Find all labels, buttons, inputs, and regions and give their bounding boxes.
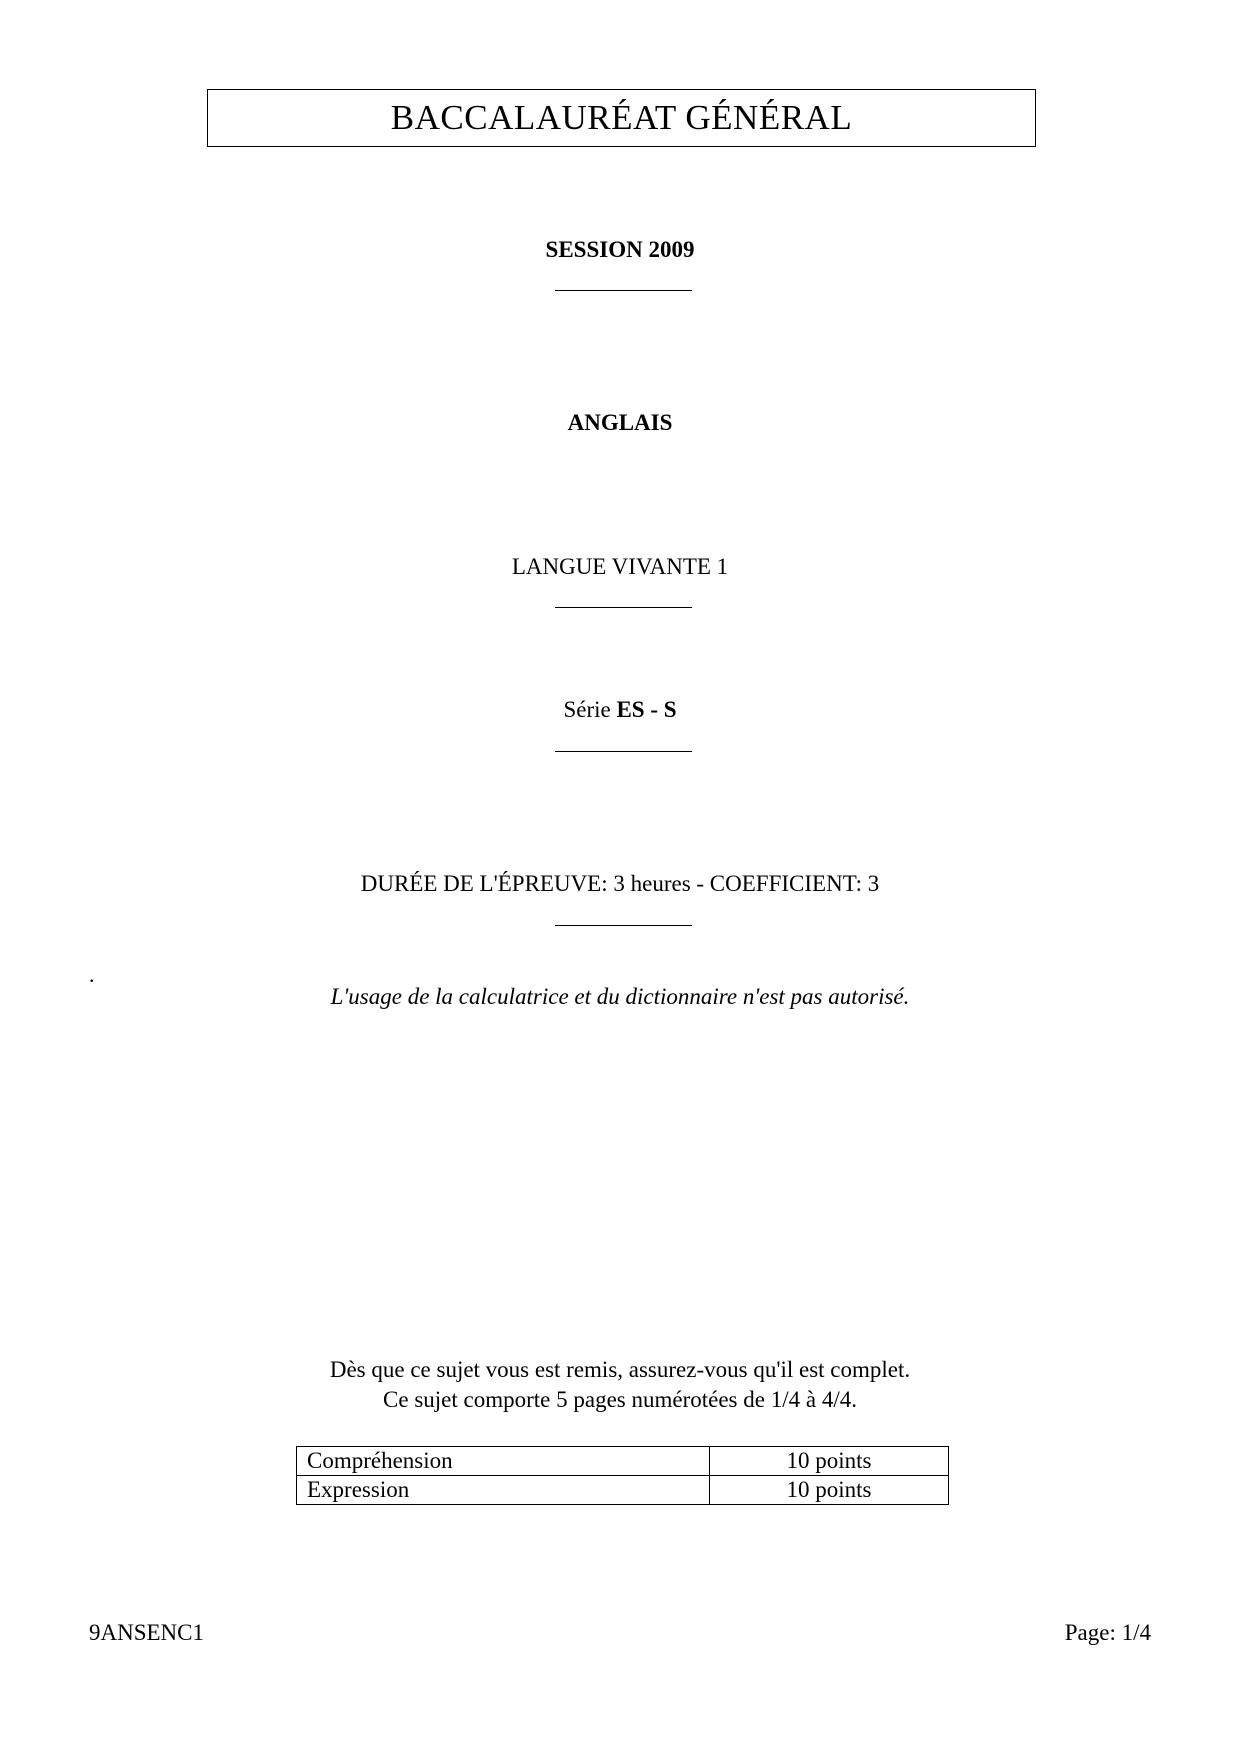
langue-label: LANGUE VIVANTE 1 [511,554,729,579]
serie-label [0,697,1240,723]
notice-line-2: Ce sujet comporte 5 pages numérotées de 1/4 à 4/4. [383,1387,857,1412]
footer-code: 9ANSENC1 [89,1620,205,1645]
session-label: SESSION 2009 [545,237,695,262]
table-row [297,1447,949,1476]
points-cell: 10 points [710,1476,949,1505]
duration-coefficient: DURÉE DE L'ÉPREUVE: 3 heures - COEFFICIENT: 3 [360,871,880,896]
stray-mark: . [89,962,95,987]
divider-rule [555,925,692,926]
notice-line-1: Dès que ce sujet vous est remis, assurez-vous qu'il est complet. [329,1357,911,1382]
points-table [296,1446,949,1505]
divider-rule [555,607,692,608]
divider-rule [555,290,692,291]
usage-note: L'usage de la calculatrice et du dictionnaire n'est pas autorisé. [330,984,910,1009]
table-row [297,1476,949,1505]
divider-rule [555,751,692,752]
footer-page-number: Page: 1/4 [1064,1620,1151,1645]
section-cell: Expression [297,1476,710,1505]
serie-prefix: Série [563,697,617,722]
section-cell: Compréhension [297,1447,710,1476]
serie-value: ES - S [616,697,677,722]
page-title: BACCALAURÉAT GÉNÉRAL [207,89,1036,147]
points-cell: 10 points [710,1447,949,1476]
subject-label: ANGLAIS [567,410,673,435]
